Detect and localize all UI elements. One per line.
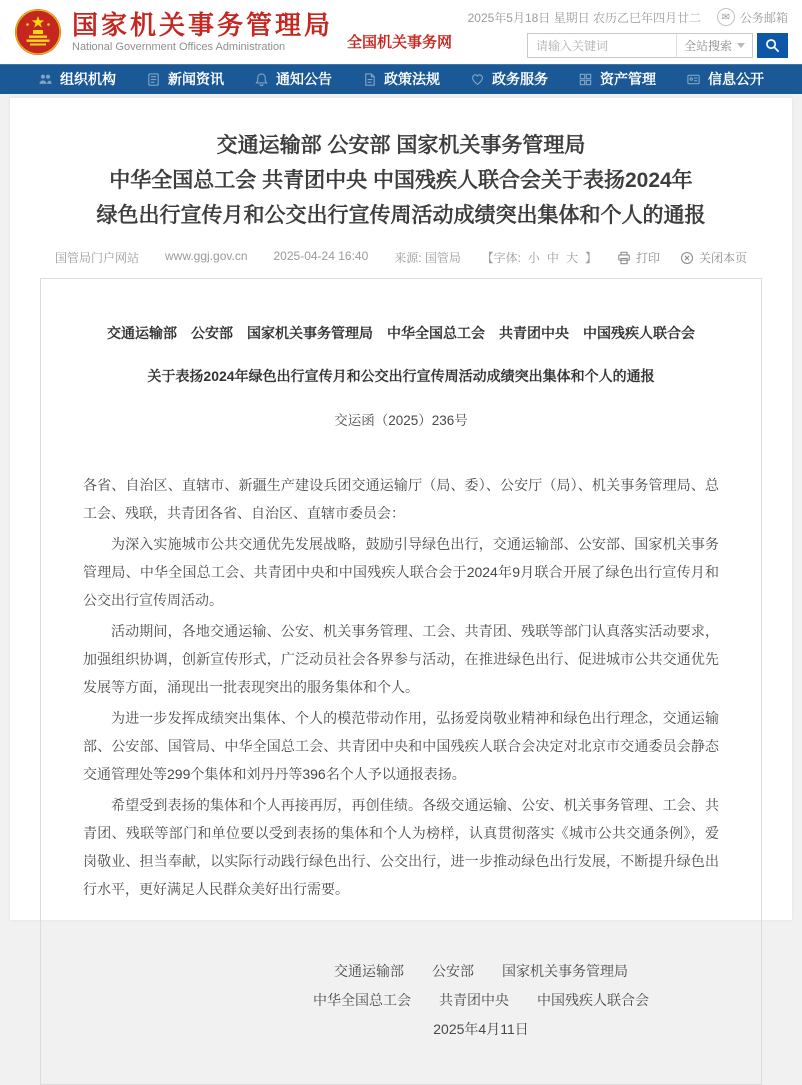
portal-name: 全国机关事务网: [347, 33, 453, 51]
page-title-line-1: 交通运输部 公安部 国家机关事务管理局: [216, 134, 586, 157]
official-mail-link[interactable]: [717, 8, 788, 26]
official-mail-label: 公务邮箱: [739, 10, 788, 25]
font-size-large-button[interactable]: 大: [565, 251, 578, 265]
font-size-label-end: 】: [584, 251, 597, 265]
nav-item-news[interactable]: [146, 69, 224, 89]
nav-label: 新闻资讯: [168, 71, 224, 87]
search-button[interactable]: [757, 33, 788, 58]
chevron-down-icon: [737, 43, 745, 48]
font-size-small-button[interactable]: 小: [527, 251, 540, 265]
print-label: 打印: [635, 251, 660, 265]
signature-line-1: 交通运输部 公安部 国家机关事务管理局: [334, 963, 628, 979]
meta-site-url: www.ggj.gov.cn: [165, 249, 248, 263]
search-input[interactable]: [528, 34, 676, 57]
close-page-button[interactable]: [680, 249, 747, 266]
document-number: 交运函（2025）236号: [334, 413, 468, 428]
nav-item-services[interactable]: [470, 69, 548, 89]
meta-publish-datetime: 2025-04-24 16:40: [273, 249, 369, 263]
font-size-label: 【字体:: [481, 251, 521, 265]
close-page-label: 关闭本页: [698, 251, 747, 265]
nav-item-disclosure[interactable]: [686, 69, 764, 89]
page-title-line-3: 绿色出行宣传月和公交出行宣传周活动成绩突出集体和个人的通报: [96, 204, 706, 227]
signature-date: 2025年4月11日: [433, 1021, 529, 1037]
nav-label: 政务服务: [492, 71, 548, 87]
document-signature-block: [313, 957, 649, 1044]
document-subject-line: 关于表扬2024年绿色出行宣传月和公交出行宣传周活动成绩突出集体和个人的通报: [147, 368, 655, 384]
nav-label: 政策法规: [384, 71, 440, 87]
search-scope-value: 全站搜索: [684, 39, 733, 53]
main-nav: [0, 64, 802, 94]
nav-item-assets[interactable]: [578, 69, 656, 89]
site-branding: [72, 11, 333, 54]
document-paragraph: 为深入实施城市公共交通优先发展战略，鼓励引导绿色出行，交通运输部、公安部、国家机关事务管理局、中华全国总工会、共青团中央和中国残疾人联合会于2024年9月联合开展了绿色出行宣传月和公交出行宣传周活动。: [83, 536, 719, 608]
site-search: [527, 33, 788, 58]
nav-label: 通知公告: [276, 71, 332, 87]
document-paragraph: 希望受到表扬的集体和个人再接再厉，再创佳绩。各级交通运输、公安、机关事务管理、工会、共青团、残联等部门和单位要以受到表扬的集体和个人为榜样，认真贯彻落实《城市公共交通条例》，爱岗敬业、担当奉献，以实际行动践行绿色出行、公交出行，进一步推动绿色出行发展，不断提升绿色出行水平，更好满足人民群众美好出行需要。: [83, 797, 719, 897]
current-date-text: 2025年5月18日 星期日 农历乙巳年四月廿二: [467, 10, 701, 25]
nav-item-notices[interactable]: [254, 69, 332, 89]
info-card-icon: [686, 72, 701, 87]
envelope-icon: ✉: [717, 8, 735, 26]
circle-x-icon: [680, 251, 694, 265]
document-salutation: 各省、自治区、直辖市、新疆生产建设兵团交通运输厅（局、委）、公安厅（局）、机关事务管理局、总工会、残联，共青团各省、自治区、直辖市委员会：: [83, 477, 719, 521]
signature-line-2: 中华全国总工会 共青团中央 中国残疾人联合会: [313, 992, 649, 1008]
news-icon: [146, 72, 161, 87]
asset-grid-icon: [578, 72, 593, 87]
document-paragraph: 活动期间，各地交通运输、公安、机关事务管理、工会、共青团、残联等部门认真落实活动要求，加强组织协调，创新宣传形式，广泛动员社会各界参与活动，在推进绿色出行、促进城市公共交通优先发展等方面，涌现出一批表现突出的服务集体和个人。: [83, 623, 719, 695]
national-emblem-logo: [14, 8, 62, 56]
site-title-english: National Government Offices Administration: [72, 41, 286, 54]
page-title-line-2: 中华全国总工会 共青团中央 中国残疾人联合会关于表扬2024年: [109, 169, 693, 192]
meta-source: 来源: 国管局: [394, 251, 461, 265]
org-chart-icon: [38, 72, 53, 87]
nav-item-organization[interactable]: [38, 69, 116, 89]
search-scope-select[interactable]: [676, 34, 752, 57]
page-title: [65, 128, 737, 233]
nav-label: 信息公开: [708, 71, 764, 87]
meta-site-name: 国管局门户网站: [55, 251, 140, 265]
print-button[interactable]: [617, 249, 660, 266]
policy-doc-icon: [362, 72, 377, 87]
nav-label: 组织机构: [60, 71, 116, 87]
site-header: [0, 0, 802, 64]
service-heart-icon: [470, 72, 485, 87]
font-size-medium-button[interactable]: 中: [546, 251, 559, 265]
bell-icon: [254, 72, 269, 87]
document-paragraph: 为进一步发挥成绩突出集体、个人的模范带动作用，弘扬爱岗敬业精神和绿色出行理念，交通运输部、公安部、国管局、中华全国总工会、共青团中央和中国残疾人联合会决定对北京市交通委员会静态交通管理处等299个集体和刘丹丹等396名个人予以通报表扬。: [83, 710, 719, 782]
document-body: [40, 278, 762, 1085]
printer-icon: [617, 251, 631, 265]
nav-item-policies[interactable]: [362, 69, 440, 89]
article-meta-bar: [55, 249, 747, 266]
content-card: [10, 98, 792, 1037]
search-icon: [765, 38, 780, 53]
document-issuers-line: 交通运输部 公安部 国家机关事务管理局 中华全国总工会 共青团中央 中国残疾人联合会: [107, 325, 695, 341]
nav-label: 资产管理: [600, 71, 656, 87]
header-right: [468, 6, 788, 58]
font-size-control: [482, 249, 597, 266]
site-title: 国家机关事务管理局: [72, 9, 334, 40]
